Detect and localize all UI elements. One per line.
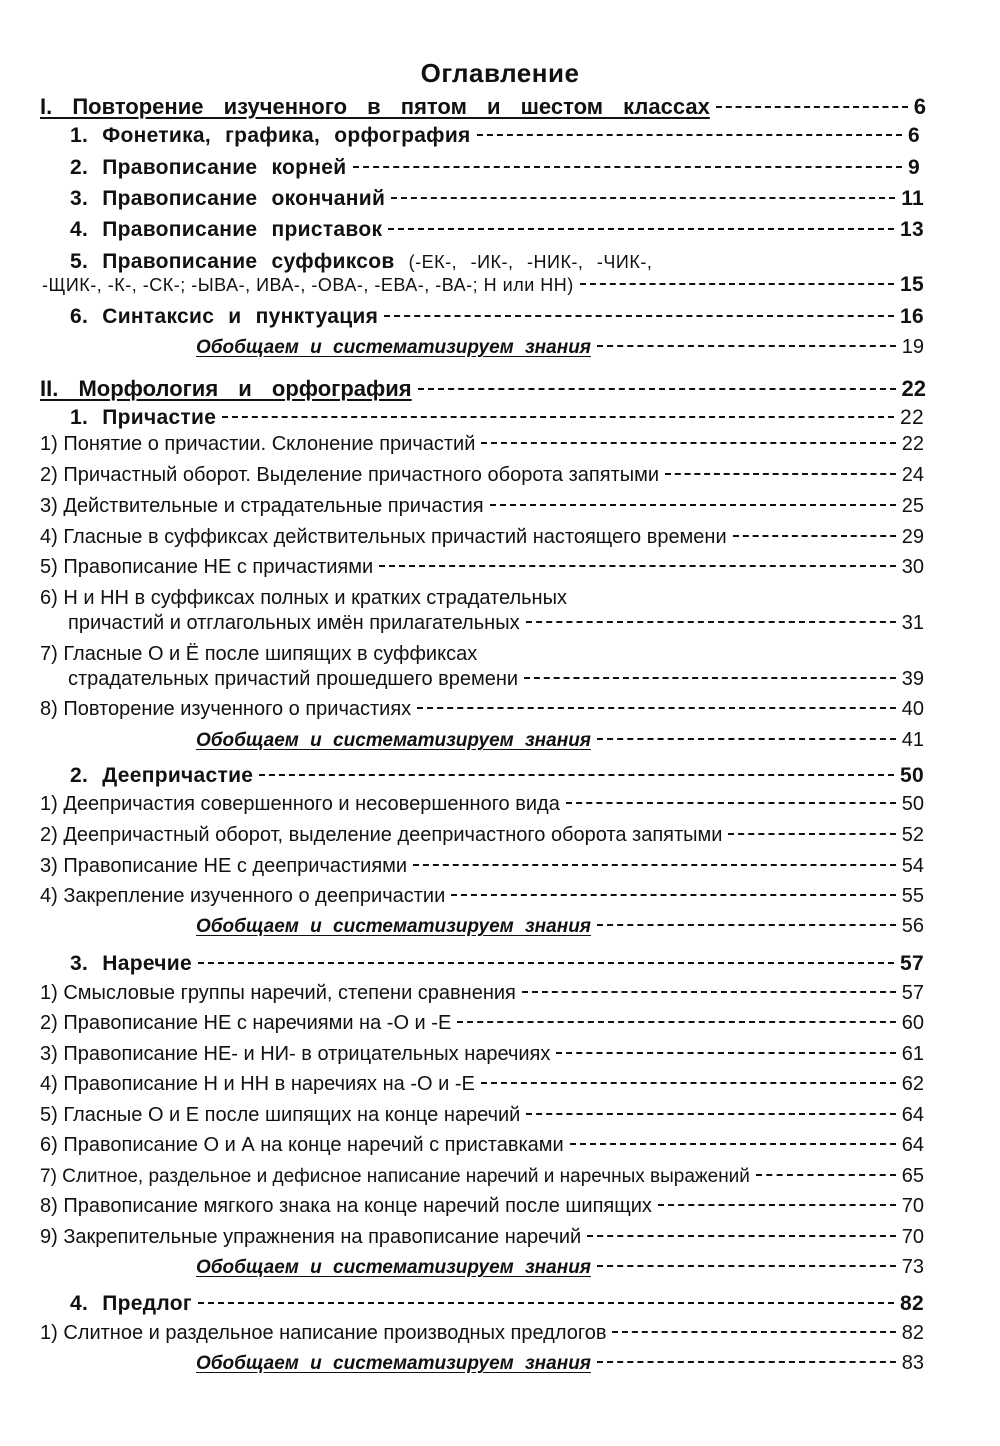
dot-leader xyxy=(417,707,896,709)
dot-leader xyxy=(587,1235,896,1237)
dot-leader xyxy=(457,1021,895,1023)
dot-leader xyxy=(481,442,895,444)
toc-summary[interactable] xyxy=(0,336,1000,359)
page-number: 65 xyxy=(901,1165,924,1187)
toc-entry-text: 1) Слитное и раздельное написание производных предлогов xyxy=(40,1322,607,1344)
toc-entry-text: 3) Правописание НЕ- и НИ- в отрицательных наречиях xyxy=(40,1043,551,1065)
page-number: 39 xyxy=(901,668,924,690)
toc-entry-text: 3) Действительные и страдательные причастия xyxy=(40,495,484,517)
dot-leader xyxy=(413,864,896,866)
toc-entry-text: страдательных причастий прошедшего времени xyxy=(68,668,519,690)
dot-leader xyxy=(597,738,896,740)
toc-entry-text: Обобщаем и систематизируем знания xyxy=(196,1257,591,1278)
page-number: 13 xyxy=(900,218,924,241)
page-number: 6 xyxy=(913,94,926,119)
page-number: 9 xyxy=(908,156,920,179)
page-number: 25 xyxy=(901,495,924,517)
toc-item-suffixes[interactable] xyxy=(0,250,1000,274)
page-number: 54 xyxy=(901,855,924,877)
toc-chapter-gerund[interactable] xyxy=(0,764,1000,788)
page-number: 22 xyxy=(900,406,924,429)
toc-item[interactable] xyxy=(0,982,1000,1005)
toc-item[interactable] xyxy=(0,1134,1000,1157)
toc-entry-text: причастий и отглагольных имён прилагательных xyxy=(68,612,520,634)
toc-item[interactable] xyxy=(0,1195,1000,1218)
toc-item[interactable] xyxy=(0,824,1000,847)
dot-leader xyxy=(379,565,896,567)
page-number: 6 xyxy=(908,124,920,147)
toc-entry-text: 7) Слитное, раздельное и дефисное написание наречий и наречных выражений xyxy=(40,1166,750,1187)
dot-leader xyxy=(388,228,894,230)
toc-entry-text: 3) Правописание НЕ с деепричастиями xyxy=(40,855,408,877)
toc-entry-text: 6) Н и НН в суффиксах полных и кратких страдательных xyxy=(40,587,567,609)
dot-leader xyxy=(597,924,896,926)
toc-entry-text: 2. Правописание корней xyxy=(70,156,347,179)
dot-leader xyxy=(597,345,896,347)
toc-item[interactable] xyxy=(0,218,1000,242)
toc-entry-text: 6. Синтаксис и пунктуация xyxy=(70,305,379,328)
page-number: 55 xyxy=(901,885,924,907)
toc-entry-text: I. Повторение изученного в пятом и шестом классах xyxy=(40,94,710,119)
page-number: 22 xyxy=(901,376,926,401)
toc-item[interactable] xyxy=(0,1073,1000,1096)
page-number: 56 xyxy=(901,915,924,937)
dot-leader xyxy=(597,1265,896,1267)
dot-leader xyxy=(716,106,908,108)
toc-item[interactable] xyxy=(0,793,1000,816)
toc-entry-text: 9) Закрепительные упражнения на правописание наречий xyxy=(40,1226,582,1248)
page-number: 73 xyxy=(901,1256,924,1278)
toc-section-2[interactable] xyxy=(0,376,1000,402)
toc-item-suffixes-line2 xyxy=(0,273,1000,297)
dot-leader xyxy=(756,1174,896,1176)
dot-leader xyxy=(418,388,896,390)
page-number: 50 xyxy=(901,793,924,815)
toc-chapter-adverb[interactable] xyxy=(0,952,1000,976)
dot-leader xyxy=(524,677,896,679)
toc-section-1[interactable] xyxy=(0,94,1000,120)
toc-entry-text: 4) Правописание Н и НН в наречиях на -О и -Е xyxy=(40,1073,475,1095)
toc-item[interactable] xyxy=(0,1012,1000,1035)
toc-entry-text: 8) Правописание мягкого знака на конце наречий после шипящих xyxy=(40,1195,652,1217)
dot-leader xyxy=(556,1052,895,1054)
toc-entry-text: (-ЕК-, -ИК-, -НИК-, -ЧИК-, xyxy=(408,252,653,272)
toc-entry-text: 3. Правописание окончаний xyxy=(70,187,386,210)
page-number: 31 xyxy=(901,612,924,634)
page-number: 83 xyxy=(901,1352,924,1374)
toc-summary[interactable] xyxy=(0,915,1000,938)
page-number: 52 xyxy=(901,824,924,846)
toc-entry-text: II. Морфология и орфография xyxy=(40,376,412,401)
dot-leader xyxy=(597,1361,896,1363)
dot-leader xyxy=(566,802,896,804)
page-number: 82 xyxy=(901,1322,924,1344)
toc-item[interactable] xyxy=(0,526,1000,549)
toc-item[interactable] xyxy=(0,1104,1000,1127)
toc-entry-text: -ЩИК-, -К-, -СК-; -ЫВА-, ИВА-, -ОВА-, -ЕВА-, -ВА-; Н или НН) xyxy=(42,275,574,295)
page-number: 61 xyxy=(901,1043,924,1065)
dot-leader xyxy=(733,535,896,537)
toc-entry-text: 8) Повторение изученного о причастиях xyxy=(40,698,412,720)
toc-entry-text: 4. Предлог xyxy=(70,1292,192,1315)
page-number: 41 xyxy=(901,729,924,751)
toc-item[interactable] xyxy=(0,1226,1000,1249)
toc-item[interactable] xyxy=(0,1322,1000,1345)
page-number: 60 xyxy=(901,1012,924,1034)
toc-item-7-line2[interactable] xyxy=(0,668,1000,691)
page-number: 16 xyxy=(900,305,924,328)
toc-entry-text: 2) Причастный оборот. Выделение причастного оборота запятыми xyxy=(40,464,660,486)
toc-item[interactable] xyxy=(0,495,1000,518)
dot-leader xyxy=(198,962,894,964)
toc-entry-text: 7) Гласные О и Ё после шипящих в суффиксах xyxy=(40,643,478,665)
toc-entry-text: Обобщаем и систематизируем знания xyxy=(196,337,591,358)
toc-entry-text: 2. Деепричастие xyxy=(70,764,254,787)
toc-chapter-preposition[interactable] xyxy=(0,1292,1000,1316)
toc-entry-text: 5) Гласные О и Е после шипящих на конце наречий xyxy=(40,1104,521,1126)
toc-item[interactable] xyxy=(0,885,1000,908)
dot-leader xyxy=(728,833,895,835)
dot-leader xyxy=(526,621,896,623)
page-number: 64 xyxy=(901,1104,924,1126)
page-number: 15 xyxy=(900,273,924,296)
dot-leader xyxy=(570,1143,896,1145)
toc-entry-text: Обобщаем и систематизируем знания xyxy=(196,730,591,751)
toc-item[interactable] xyxy=(0,1165,1000,1188)
toc-summary[interactable] xyxy=(0,1256,1000,1279)
toc-item[interactable] xyxy=(0,1043,1000,1066)
page-number: 29 xyxy=(901,526,924,548)
page-number: 11 xyxy=(901,187,924,210)
toc-chapter-participle[interactable] xyxy=(0,406,1000,430)
toc-entry-text: 5) Правописание НЕ с причастиями xyxy=(40,556,374,578)
page-number: 40 xyxy=(901,698,924,720)
toc-entry-text: 1) Понятие о причастии. Склонение причастий xyxy=(40,433,476,455)
toc-entry-text: 1. Фонетика, графика, орфография xyxy=(70,124,471,147)
toc-item[interactable] xyxy=(0,187,1000,211)
toc-item[interactable] xyxy=(0,698,1000,721)
toc-entry-text: 2) Деепричастный оборот, выделение деепричастного оборота запятыми xyxy=(40,824,723,846)
toc-summary[interactable] xyxy=(0,1352,1000,1375)
dot-leader xyxy=(477,134,902,136)
page-number: 82 xyxy=(900,1292,924,1315)
dot-leader xyxy=(222,416,894,418)
page-number: 19 xyxy=(901,336,924,358)
dot-leader xyxy=(451,894,896,896)
dot-leader xyxy=(522,991,896,993)
page-number: 64 xyxy=(901,1134,924,1156)
toc-entry-text: 5. Правописание суффиксов xyxy=(70,250,395,273)
toc-entry-text: 1) Деепричастия совершенного и несовершенного вида xyxy=(40,793,560,815)
dot-leader xyxy=(259,774,894,776)
page-number: 62 xyxy=(901,1073,924,1095)
toc-entry-text: 6) Правописание О и А на конце наречий с приставками xyxy=(40,1134,564,1156)
page-number: 22 xyxy=(901,433,924,455)
dot-leader xyxy=(665,473,896,475)
toc-item[interactable] xyxy=(0,464,1000,487)
toc-item-7-line1[interactable] xyxy=(0,643,1000,666)
toc-entry-text: 3. Наречие xyxy=(70,952,192,975)
toc-item-6-line2[interactable] xyxy=(0,612,1000,635)
toc-entry-text: 4) Гласные в суффиксах действительных причастий настоящего времени xyxy=(40,526,727,548)
toc-item[interactable] xyxy=(0,305,1000,329)
toc-entry-text: 4. Правописание приставок xyxy=(70,218,383,241)
page-number: 24 xyxy=(901,464,924,486)
dot-leader xyxy=(481,1082,896,1084)
dot-leader xyxy=(526,1113,895,1115)
toc-item[interactable] xyxy=(0,433,1000,456)
toc-item-6-line1[interactable] xyxy=(0,587,1000,610)
page-number: 70 xyxy=(901,1195,924,1217)
dot-leader xyxy=(391,197,895,199)
dot-leader xyxy=(490,504,896,506)
toc-item[interactable] xyxy=(0,855,1000,878)
dot-leader xyxy=(353,166,903,168)
page-number: 50 xyxy=(900,764,924,787)
dot-leader xyxy=(198,1302,894,1304)
dot-leader xyxy=(580,283,894,285)
page-number: 30 xyxy=(901,556,924,578)
toc-entry-text: Обобщаем и систематизируем знания xyxy=(196,1353,591,1374)
dot-leader xyxy=(658,1204,896,1206)
toc-entry-text: 2) Правописание НЕ с наречиями на -О и -Е xyxy=(40,1012,452,1034)
page-title: Оглавление xyxy=(420,58,580,88)
toc-item[interactable] xyxy=(0,556,1000,579)
toc-summary[interactable] xyxy=(0,729,1000,752)
page-number: 70 xyxy=(901,1226,924,1248)
toc-item[interactable] xyxy=(0,124,1000,148)
page-number: 57 xyxy=(901,982,924,1004)
toc-entry-text: Обобщаем и систематизируем знания xyxy=(196,916,591,937)
dot-leader xyxy=(384,315,894,317)
toc-entry-text: 1) Смысловые группы наречий, степени сравнения xyxy=(40,982,516,1004)
dot-leader xyxy=(612,1331,895,1333)
toc-entry-text: 1. Причастие xyxy=(70,406,217,429)
toc-entry-text: 4) Закрепление изученного о деепричастии xyxy=(40,885,446,907)
toc-item[interactable] xyxy=(0,156,1000,180)
page-number: 57 xyxy=(900,952,924,975)
